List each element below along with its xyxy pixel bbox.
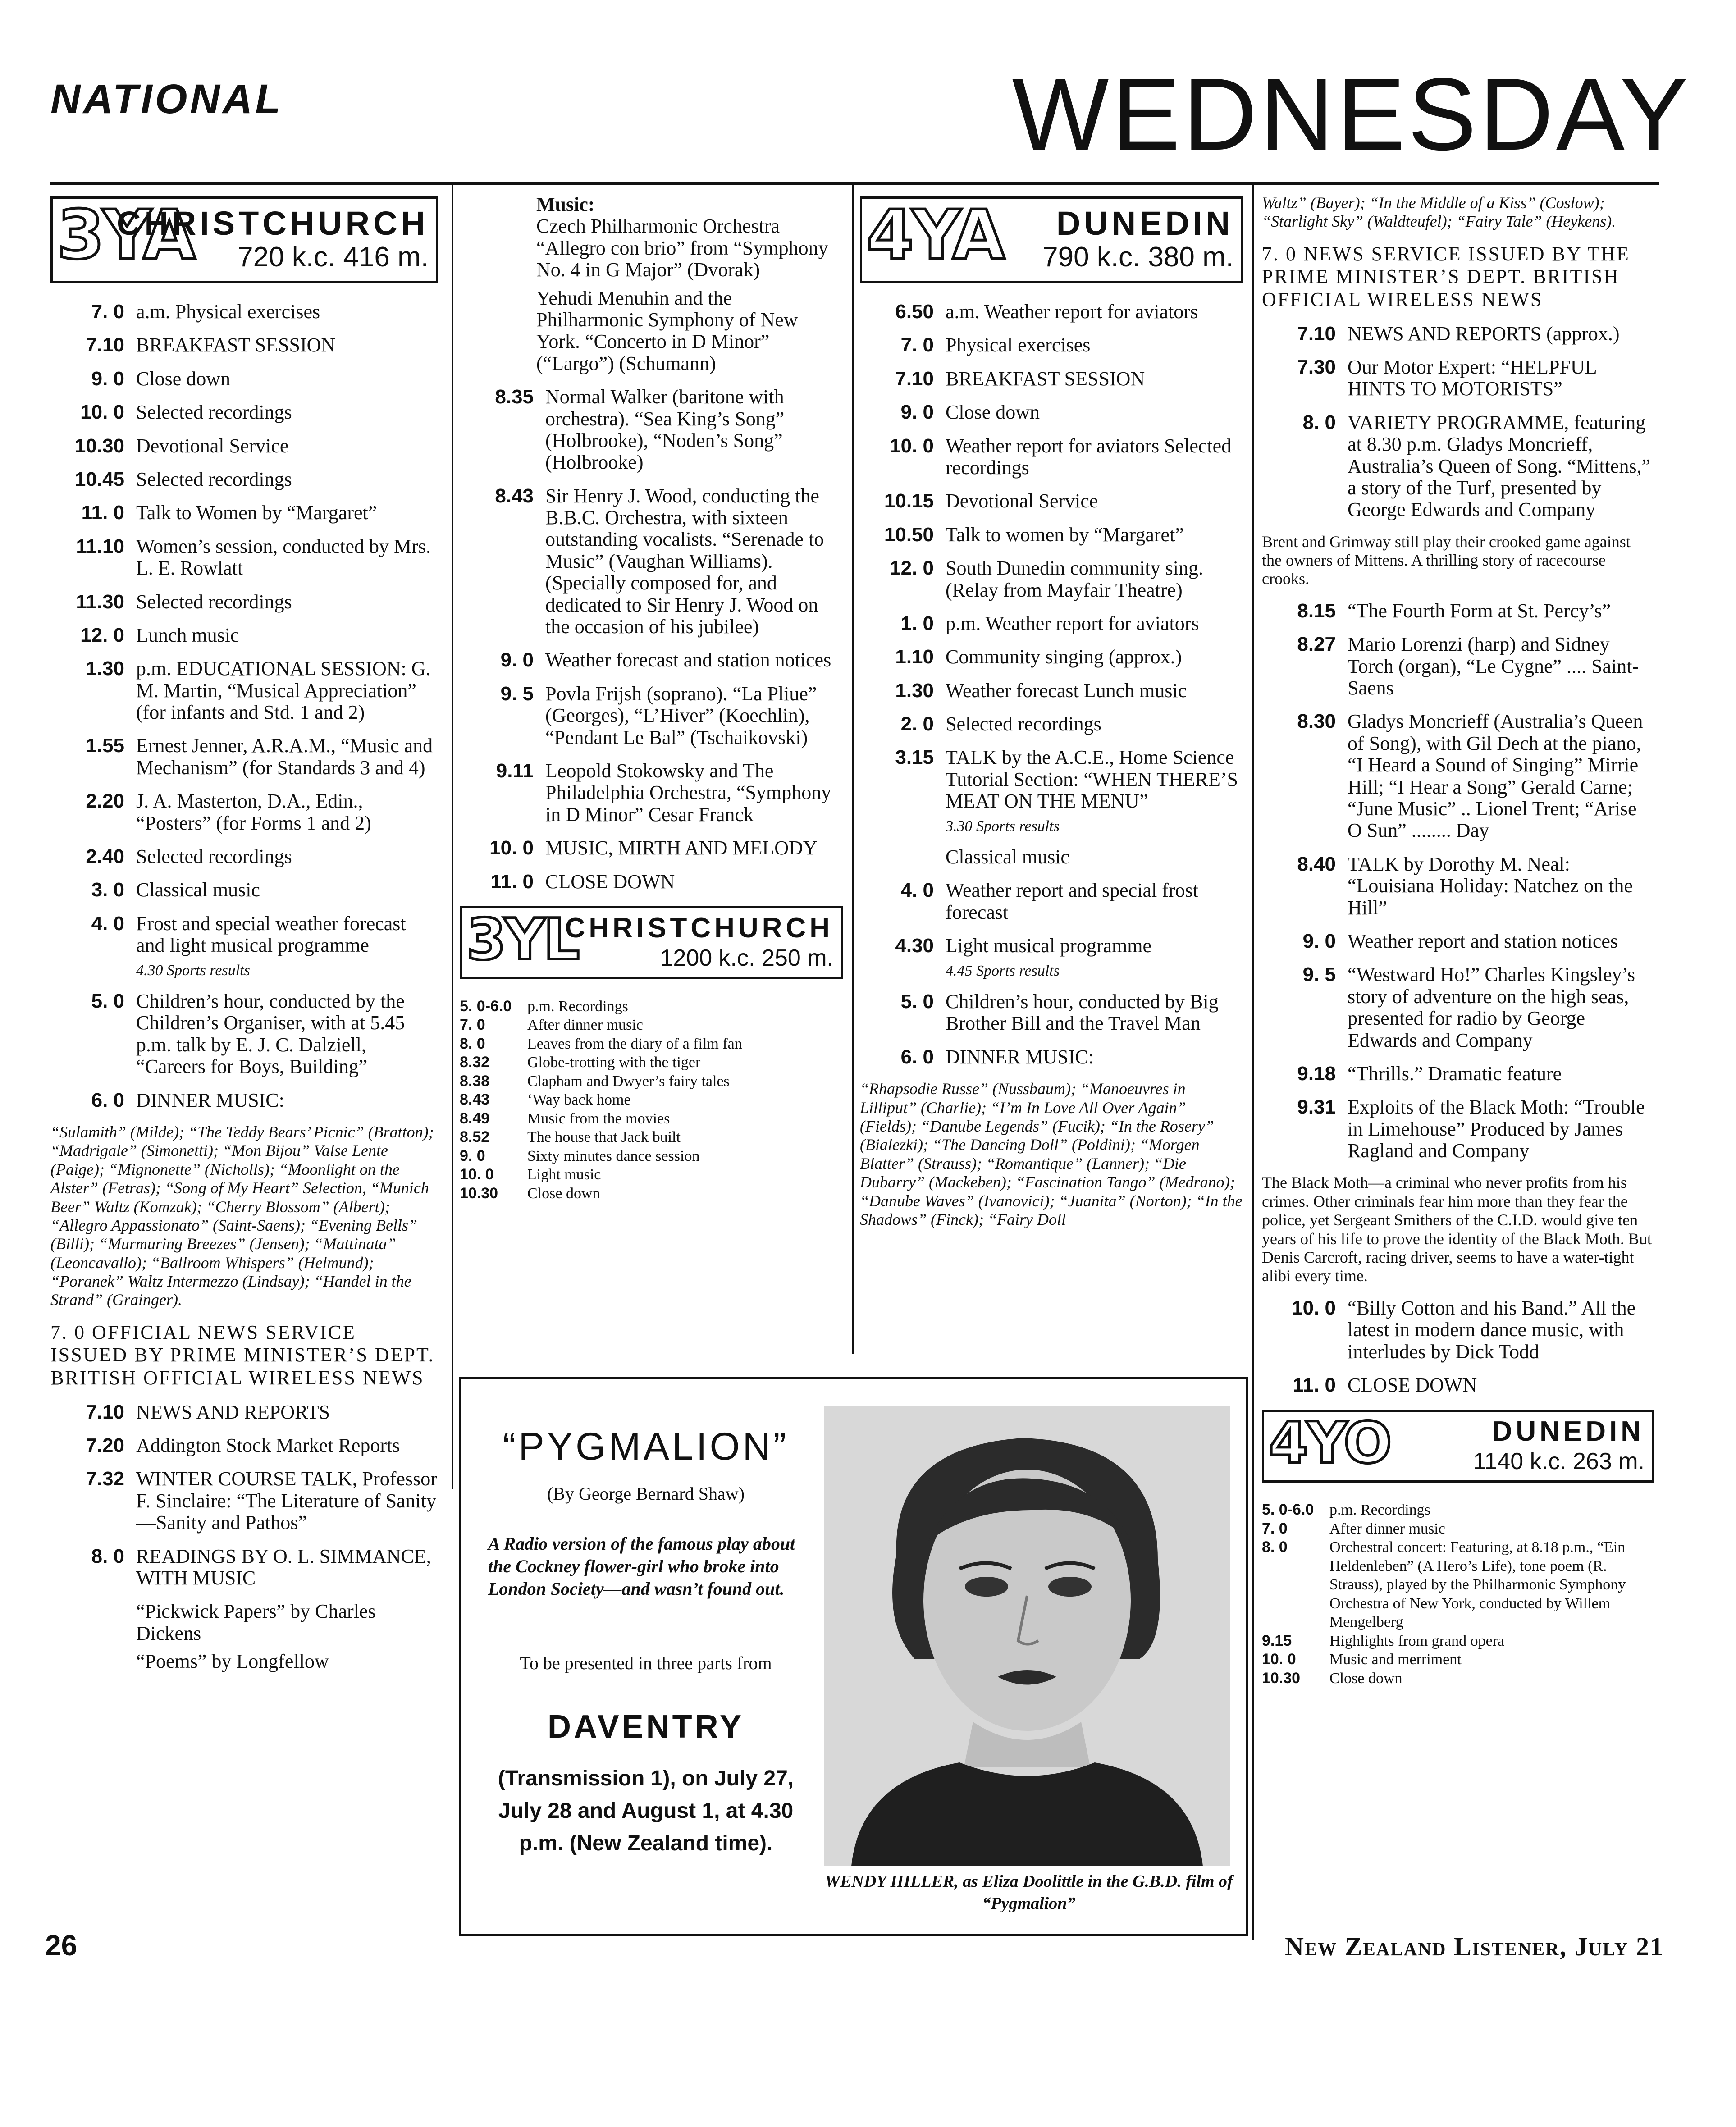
program-time: 9.11 bbox=[496, 759, 534, 782]
program-time: 9. 0 bbox=[1302, 930, 1336, 952]
program-row bbox=[50, 301, 438, 323]
program-row bbox=[50, 334, 438, 356]
program-row bbox=[50, 1435, 438, 1456]
program-row bbox=[460, 683, 843, 749]
program-title: Gladys Moncrieff (Australia’s Queen of Song), with Gil Dech at the piano, “I Heard a Sound of Singing” Mirrie Hill; “I Hear a Song” Gerald Carne; “June Music” .. Lionel Trent; “Arise O Sun” ........ Day bbox=[1348, 710, 1643, 842]
program-time: 10.50 bbox=[884, 523, 934, 546]
program-row bbox=[860, 991, 1243, 1035]
program-row bbox=[460, 1184, 843, 1203]
station-city: DUNEDIN bbox=[1492, 1416, 1645, 1447]
feature-transmission: (Transmission 1), on July 27, July 28 and August 1, at 4.30 p.m. (New Zealand time). bbox=[498, 1766, 794, 1855]
station-frequency: 1140 k.c. 263 m. bbox=[1473, 1448, 1645, 1475]
program-time: 5. 0 bbox=[900, 990, 934, 1013]
program-title: Weather report and station notices bbox=[1348, 930, 1618, 952]
program-time: 8.43 bbox=[495, 484, 534, 507]
program-time: 2.40 bbox=[86, 845, 124, 868]
program-title: “Billy Cotton and his Band.” All the latest in modern dance music, with interludes by Dick Todd bbox=[1348, 1296, 1636, 1363]
program-blurb: Brent and Grimway still play their crooked game against the owners of Mittens. A thrilling story of racecourse crooks. bbox=[1262, 532, 1631, 588]
program-time: 2.20 bbox=[86, 790, 124, 812]
program-time: 8.35 bbox=[495, 386, 534, 408]
program-title: Povla Frijsh (soprano). “La Pliue” (Georges), “L’Hiver” (Koechlin), “Pendant Le Bal” (Tschaikovski) bbox=[545, 682, 817, 749]
program-row bbox=[50, 1090, 438, 1111]
program-title: Addington Stock Market Reports bbox=[136, 1434, 400, 1457]
program-row bbox=[50, 502, 438, 524]
program-time: 5. 0-6.0 bbox=[460, 997, 512, 1015]
program-time: 7.32 bbox=[86, 1468, 124, 1490]
program-title: BREAKFAST SESSION bbox=[946, 367, 1145, 390]
program-title: Close down bbox=[527, 1185, 600, 1202]
program-title: Selected recordings bbox=[946, 713, 1101, 735]
program-time: 2. 0 bbox=[900, 713, 934, 735]
program-row bbox=[460, 1109, 843, 1128]
program-row bbox=[860, 713, 1243, 735]
program-time: 11. 0 bbox=[1293, 1374, 1336, 1396]
program-row bbox=[1262, 1374, 1654, 1396]
program-time: 7.10 bbox=[86, 334, 124, 356]
program-title: ‘Way back home bbox=[527, 1091, 631, 1109]
program-title: WINTER COURSE TALK, Professor F. Sinclaire: “The Literature of Sanity—Sanity and Pathos” bbox=[136, 1468, 437, 1534]
program-title: a.m. Physical exercises bbox=[136, 301, 320, 323]
music-item: Yehudi Menuhin and the Philharmonic Symphony of New York. “Concerto in D Minor” (“Largo”) (Schumann) bbox=[536, 287, 798, 374]
program-title: MUSIC, MIRTH AND MELODY bbox=[545, 837, 818, 859]
program-time: 8. 0 bbox=[460, 1035, 485, 1052]
program-time: 7.30 bbox=[1297, 356, 1336, 378]
program-time: 9. 0 bbox=[91, 367, 124, 390]
station-city: CHRISTCHURCH bbox=[116, 205, 429, 242]
program-time: 10.15 bbox=[884, 490, 934, 512]
program-time: 9. 5 bbox=[1302, 963, 1336, 986]
station-box-3yl bbox=[460, 906, 843, 979]
program-title: Music from the movies bbox=[527, 1110, 670, 1127]
program-time: 7.10 bbox=[1297, 322, 1336, 345]
program-row bbox=[460, 1072, 843, 1091]
program-row bbox=[460, 837, 843, 859]
program-title: Light musical programme bbox=[946, 935, 1151, 957]
program-time: 1.30 bbox=[895, 679, 934, 702]
program-title: Highlights from grand opera bbox=[1329, 1632, 1505, 1649]
program-title: “The Fourth Form at St. Percy’s” bbox=[1348, 599, 1611, 622]
program-time: 3. 0 bbox=[91, 879, 124, 901]
program-title: South Dunedin community sing. (Relay from Mayfair Theatre) bbox=[946, 557, 1203, 601]
program-row bbox=[860, 435, 1243, 479]
program-row bbox=[460, 871, 843, 893]
program-time: 8. 0 bbox=[1262, 1538, 1288, 1556]
program-title: Community singing (approx.) bbox=[946, 646, 1182, 668]
program-time: 9. 5 bbox=[500, 682, 534, 705]
reading-item: “Pickwick Papers” by Charles Dickens bbox=[136, 1600, 376, 1644]
program-row bbox=[1262, 1063, 1654, 1085]
program-time: 5. 0-6.0 bbox=[1262, 1501, 1314, 1519]
program-time: 8.27 bbox=[1297, 633, 1336, 656]
program-row bbox=[1262, 854, 1654, 919]
news-service: 7. 0 OFFICIAL NEWS SERVICE ISSUED BY PRIME MINISTER’S DEPT. BRITISH OFFICIAL WIRELESS NEWS bbox=[50, 1321, 435, 1389]
program-row bbox=[1262, 1096, 1654, 1162]
program-time: 1. 0 bbox=[900, 612, 934, 634]
program-title: Globe-trotting with the tiger bbox=[527, 1054, 701, 1071]
program-title: TALK by Dorothy M. Neal: “Louisiana Holiday: Natchez on the Hill” bbox=[1348, 853, 1633, 919]
program-title: After dinner music bbox=[1329, 1520, 1445, 1537]
program-line: Classical music bbox=[946, 846, 1069, 868]
program-title: Physical exercises bbox=[946, 334, 1091, 356]
column-divider bbox=[1252, 182, 1254, 1940]
program-row bbox=[50, 625, 438, 646]
program-row bbox=[460, 1147, 843, 1165]
program-title: Clapham and Dwyer’s fairy tales bbox=[527, 1073, 730, 1090]
program-time: 9. 0 bbox=[500, 649, 534, 671]
program-note: 4.45 Sports results bbox=[946, 962, 1060, 979]
program-row bbox=[460, 997, 843, 1016]
program-time: 8.30 bbox=[1297, 710, 1336, 733]
station-box-4ya bbox=[860, 196, 1243, 283]
program-row bbox=[50, 846, 438, 867]
program-row bbox=[460, 760, 843, 826]
dinner-music-list: Waltz” (Bayer); “In the Middle of a Kiss” (Coslow); “Starlight Sky” (Waldteufel); “Fairy Tale” (Heykens). bbox=[1262, 194, 1616, 231]
station-frequency: 1200 k.c. 250 m. bbox=[660, 945, 833, 971]
program-note: 3.30 Sports results bbox=[946, 817, 1060, 835]
program-row bbox=[460, 649, 843, 671]
program-title: Frost and special weather forecast and light musical programme bbox=[136, 912, 406, 957]
portrait-illustration bbox=[824, 1406, 1230, 1866]
column-divider bbox=[452, 182, 453, 1489]
program-title: Ernest Jenner, A.R.A.M., “Music and Mechanism” (for Standards 3 and 4) bbox=[136, 735, 433, 779]
station-frequency: 790 k.c. 380 m. bbox=[1042, 242, 1233, 273]
readings-list bbox=[136, 1601, 438, 1672]
program-time: 5. 0 bbox=[91, 990, 124, 1012]
program-title: Devotional Service bbox=[136, 434, 289, 457]
station-logo: 4YO bbox=[1269, 1410, 1390, 1476]
program-row bbox=[50, 469, 438, 490]
program-row bbox=[460, 1128, 843, 1146]
program-blurb: The Black Moth—a criminal who never profits from his crimes. Other criminals fear him more than they fear the police, yet Sergeant Smithers of the C.I.D. would give ten years of his life to prove the identity of the Black Moth. But Denis Carcroft, racing driver, seems to have a water-tight alibi every time. bbox=[1262, 1173, 1652, 1285]
program-title: Sir Henry J. Wood, conducting the B.B.C. Orchestra, with sixteen outstanding vocalists. “Serenade to Music” (Vaughan Williams). (Specially composed for, and dedicated to Sir Henry J. Wood on the occasion of his jubilee) bbox=[545, 484, 824, 638]
program-time: 7.10 bbox=[86, 1401, 124, 1423]
program-time: 10. 0 bbox=[890, 434, 934, 457]
program-time: 10. 0 bbox=[1262, 1651, 1296, 1668]
program-row bbox=[50, 990, 438, 1078]
program-title: Talk to Women by “Margaret” bbox=[136, 502, 377, 524]
program-time: 8.43 bbox=[460, 1091, 490, 1109]
feature-byline: (By George Bernard Shaw) bbox=[547, 1483, 745, 1504]
program-time: 12. 0 bbox=[890, 557, 934, 580]
program-row bbox=[860, 646, 1243, 668]
news-service: 7. 0 NEWS SERVICE ISSUED BY THE PRIME MINISTER’S DEPT. BRITISH OFFICIAL WIRELESS NEWS bbox=[1262, 242, 1630, 310]
program-row bbox=[1262, 711, 1654, 841]
program-time: 6.50 bbox=[895, 301, 934, 323]
program-title: The house that Jack built bbox=[527, 1129, 681, 1146]
program-row bbox=[1262, 1501, 1654, 1519]
program-time: 4.30 bbox=[895, 935, 934, 957]
pygmalion-feature bbox=[459, 1377, 1248, 1936]
program-time: 10. 0 bbox=[460, 1166, 494, 1183]
program-time: 4. 0 bbox=[900, 879, 934, 902]
program-time: 12. 0 bbox=[80, 624, 124, 646]
program-title: CLOSE DOWN bbox=[1348, 1374, 1477, 1396]
station-frequency: 720 k.c. 416 m. bbox=[238, 242, 429, 273]
program-row bbox=[460, 386, 843, 474]
program-time: 9.31 bbox=[1297, 1096, 1336, 1118]
music-block bbox=[536, 194, 843, 374]
program-time: 10. 0 bbox=[80, 401, 124, 424]
program-row bbox=[860, 301, 1243, 323]
program-time: 8.49 bbox=[460, 1109, 490, 1127]
program-time: 6. 0 bbox=[900, 1045, 934, 1068]
program-row bbox=[860, 402, 1243, 423]
program-row bbox=[460, 1165, 843, 1184]
program-title: Children’s hour, conducted by Big Brother Bill and the Travel Man bbox=[946, 990, 1219, 1035]
program-row bbox=[50, 1546, 438, 1589]
program-time: 10.30 bbox=[74, 434, 124, 457]
program-time: 7. 0 bbox=[900, 334, 934, 356]
program-time: 9.18 bbox=[1297, 1062, 1336, 1085]
program-row bbox=[50, 658, 438, 723]
column-4ya bbox=[860, 194, 1243, 1241]
program-title: NEWS AND REPORTS bbox=[136, 1401, 330, 1423]
program-title: Music and merriment bbox=[1329, 1651, 1462, 1668]
program-time: 10. 0 bbox=[1292, 1296, 1336, 1319]
program-title: Selected recordings bbox=[136, 845, 292, 868]
program-row bbox=[50, 1401, 438, 1423]
program-title: DINNER MUSIC: bbox=[946, 1045, 1094, 1068]
program-row bbox=[50, 735, 438, 779]
program-title: After dinner music bbox=[527, 1017, 643, 1034]
program-title: “Westward Ho!” Charles Kingsley’s story of adventure on the high seas, presented for radio by George Edwards and Company bbox=[1348, 963, 1635, 1051]
program-time: 8.32 bbox=[460, 1054, 490, 1071]
photo-caption: WENDY HILLER, as Eliza Doolittle in the G.B.D. film of “Pygmalion” bbox=[825, 1872, 1233, 1913]
program-title: Leaves from the diary of a film fan bbox=[527, 1035, 742, 1052]
program-row bbox=[860, 935, 1243, 957]
column-divider bbox=[852, 182, 854, 1354]
program-row bbox=[1262, 1650, 1654, 1669]
program-title: Close down bbox=[1329, 1670, 1403, 1687]
program-title: Weather forecast and station notices bbox=[545, 649, 831, 671]
program-row bbox=[50, 1468, 438, 1534]
station-box-3ya bbox=[50, 196, 438, 283]
day-heading: WEDNESDAY bbox=[1012, 57, 1691, 172]
program-row bbox=[460, 485, 843, 638]
station-city: DUNEDIN bbox=[1056, 205, 1233, 242]
station-logo: 3YL bbox=[466, 906, 578, 972]
program-title: Weather report for aviators Selected recordings bbox=[946, 434, 1232, 479]
program-time: 7. 0 bbox=[1262, 1520, 1288, 1537]
program-time: 9. 0 bbox=[900, 401, 934, 424]
program-title: a.m. Weather report for aviators bbox=[946, 301, 1198, 323]
program-title: Selected recordings bbox=[136, 468, 292, 490]
program-row bbox=[860, 880, 1243, 923]
program-row bbox=[50, 536, 438, 580]
program-title: Selected recordings bbox=[136, 401, 292, 424]
program-title: Our Motor Expert: “HELPFUL HINTS TO MOTORISTS” bbox=[1348, 356, 1596, 400]
program-time: 8.40 bbox=[1297, 853, 1336, 875]
program-title: DINNER MUSIC: bbox=[136, 1089, 284, 1111]
music-heading: Music: bbox=[536, 193, 595, 215]
program-time: 8. 0 bbox=[1302, 411, 1336, 434]
program-row bbox=[50, 879, 438, 901]
program-title: Classical music bbox=[136, 879, 260, 901]
column-3ya-cont bbox=[460, 194, 843, 1203]
column-4ya-cont bbox=[1262, 194, 1654, 1688]
program-time: 9. 0 bbox=[460, 1147, 485, 1164]
program-row bbox=[50, 913, 438, 957]
program-title: Devotional Service bbox=[946, 490, 1098, 512]
music-item: Czech Philharmonic Orchestra “Allegro con brio” from “Symphony No. 4 in G Major” (Dvorak) bbox=[536, 215, 828, 281]
program-title: BREAKFAST SESSION bbox=[136, 334, 336, 356]
program-time: 1.30 bbox=[86, 657, 124, 680]
program-row bbox=[860, 613, 1243, 634]
program-time: 8.15 bbox=[1297, 599, 1336, 622]
station-city: CHRISTCHURCH bbox=[565, 912, 833, 944]
program-title: Normal Walker (baritone with orchestra). “Sea King’s Song” (Holbrooke), “Noden’s Song” (Holbrooke) bbox=[545, 386, 785, 474]
program-time: 7.10 bbox=[895, 367, 934, 390]
station-logo: 4YA bbox=[867, 196, 1003, 274]
page-number: 26 bbox=[45, 1929, 78, 1962]
program-time: 3.15 bbox=[895, 746, 934, 769]
wendy-hiller-photo bbox=[824, 1406, 1230, 1866]
program-row bbox=[860, 747, 1243, 812]
program-row bbox=[860, 557, 1243, 601]
program-row bbox=[460, 1053, 843, 1072]
program-time: 7. 0 bbox=[91, 301, 124, 323]
program-title: Lunch music bbox=[136, 624, 239, 646]
program-title: Light music bbox=[527, 1166, 601, 1183]
program-title: Children’s hour, conducted by the Children’s Organiser, with at 5.45 p.m. talk by E. J. C. Dalziell, “Careers for Boys, Building” bbox=[136, 990, 405, 1078]
program-row bbox=[860, 334, 1243, 356]
feature-station: DAVENTRY bbox=[547, 1709, 745, 1745]
feature-title: “PYGMALION” bbox=[503, 1425, 789, 1468]
dinner-music-list: “Sulamith” (Milde); “The Teddy Bears’ Picnic” (Bratton); “Madrigale” (Simonetti); “Mon Bijou” Valse Lente (Paige); “Mignonette” (Nicholls); “Moonlight on the Alster” (Fetras); “Song of My Heart” Selection, “Munich Beer” Waltz (Komzak); “Cherry Blossom” (Albert); “Allegro Appassionato” (Saint-Saens); “Evening Bells” (Billi); “Murmuring Breezes” (Jensen); “Mattinata” (Leoncavallo); “Ballroom Whispers” (Helmund); “Poranek” Waltz Intermezzo (Lindsay); “Handel in the Strand” (Grainger). bbox=[50, 1123, 434, 1309]
program-note: 4.30 Sports results bbox=[136, 962, 250, 979]
program-time: 11.10 bbox=[76, 535, 124, 557]
program-title: Close down bbox=[946, 401, 1040, 424]
feature-description: A Radio version of the famous play about the Cockney flower-girl who broke into London Society—and wasn’t found out. bbox=[488, 1534, 795, 1599]
program-time: 6. 0 bbox=[91, 1089, 124, 1111]
program-title: READINGS BY O. L. SIMMANCE, WITH MUSIC bbox=[136, 1545, 431, 1589]
program-time: 10.30 bbox=[460, 1184, 498, 1202]
program-row bbox=[860, 368, 1243, 390]
program-time: 1.55 bbox=[86, 735, 124, 757]
program-time: 9.15 bbox=[1262, 1632, 1292, 1649]
feature-presented: To be presented in three parts from bbox=[520, 1653, 772, 1673]
program-row bbox=[1262, 356, 1654, 400]
dinner-music-list: “Rhapsodie Russe” (Nussbaum); “Manoeuvres in Lilliput” (Charlie); “I’m In Love All Over Again” (Fields); “Danube Legends” (Fucik); “In the Rosery” (Bialezki); “The Dancing Doll” (Poldini); “Morgen Blatter” (Strauss); “Romantique” (Lanner); “Die Dubarry” (Mackeben); “Fascination Tango” (Medrano); “Danube Waves” (Ivanovici); “Juanita” (Norton); “In the Shadows” (Finck); “Fairy Doll bbox=[860, 1080, 1243, 1228]
program-title: J. A. Masterton, D.A., Edin., “Posters” (for Forms 1 and 2) bbox=[136, 790, 371, 834]
program-title: Weather report and special frost forecast bbox=[946, 879, 1198, 923]
program-row bbox=[50, 435, 438, 457]
program-title: VARIETY PROGRAMME, featuring at 8.30 p.m. Gladys Moncrieff, Australia’s Queen of Song. “Mittens,” a story of the Turf, presented by George Edwards and Company bbox=[1348, 411, 1651, 521]
reading-item: “Poems” by Longfellow bbox=[136, 1650, 329, 1673]
program-row bbox=[1262, 1297, 1654, 1363]
publication-footer: New Zealand Listener, July 21 bbox=[1284, 1932, 1664, 1961]
program-title: Mario Lorenzi (harp) and Sidney Torch (organ), “Le Cygne” .... Saint-Saens bbox=[1348, 633, 1639, 699]
program-row bbox=[1262, 1632, 1654, 1650]
column-3ya bbox=[50, 194, 438, 1673]
program-row bbox=[50, 368, 438, 390]
program-title: p.m. EDUCATIONAL SESSION: G. M. Martin, “Musical Appreciation” (for infants and Std. 1 and 2) bbox=[136, 657, 431, 724]
program-time: 11. 0 bbox=[490, 870, 534, 893]
program-title: Women’s session, conducted by Mrs. L. E. Rowlatt bbox=[136, 535, 431, 580]
program-time: 11. 0 bbox=[81, 502, 124, 524]
program-row bbox=[460, 1091, 843, 1109]
program-row bbox=[860, 524, 1243, 546]
program-row bbox=[50, 402, 438, 423]
program-title: Weather forecast Lunch music bbox=[946, 679, 1187, 702]
program-time: 8. 0 bbox=[91, 1545, 124, 1567]
program-title: Leopold Stokowsky and The Philadelphia Orchestra, “Symphony in D Minor” Cesar Franck bbox=[545, 759, 831, 826]
program-row bbox=[860, 490, 1243, 512]
program-row bbox=[1262, 1669, 1654, 1688]
program-time: 7. 0 bbox=[460, 1016, 485, 1034]
station-logo: 3YA bbox=[57, 196, 194, 274]
station-box-4yo bbox=[1262, 1410, 1654, 1483]
program-row bbox=[50, 591, 438, 613]
program-row bbox=[1262, 412, 1654, 521]
program-time: 10.45 bbox=[74, 468, 124, 490]
section-label: NATIONAL bbox=[50, 76, 283, 122]
program-title: Sixty minutes dance session bbox=[527, 1147, 700, 1164]
program-title: Orchestral concert: Featuring, at 8.18 p.m., “Ein Heldenleben” (A Hero’s Life), tone poem (R. Strauss), played by the Philharmonic Symphony Orchestra of New York, conducted by Willem Mengelberg bbox=[1329, 1539, 1626, 1631]
program-row bbox=[1262, 634, 1654, 699]
program-row bbox=[1262, 931, 1654, 952]
program-time: 10. 0 bbox=[489, 837, 534, 859]
program-time: 10.30 bbox=[1262, 1669, 1301, 1687]
program-time: 1.10 bbox=[895, 646, 934, 668]
program-time: 8.52 bbox=[460, 1128, 490, 1146]
program-title: Selected recordings bbox=[136, 590, 292, 613]
program-title: Close down bbox=[136, 367, 230, 390]
program-row bbox=[460, 1035, 843, 1053]
program-row bbox=[860, 680, 1243, 702]
program-row bbox=[460, 1016, 843, 1034]
program-time: 4. 0 bbox=[91, 912, 124, 935]
program-title: TALK by the A.C.E., Home Science Tutorial Section: “WHEN THERE’S MEAT ON THE MENU” bbox=[946, 746, 1238, 812]
program-row bbox=[1262, 1520, 1654, 1538]
program-title: p.m. Recordings bbox=[1329, 1502, 1430, 1519]
program-title: CLOSE DOWN bbox=[545, 870, 675, 893]
program-title: “Thrills.” Dramatic feature bbox=[1348, 1062, 1562, 1085]
top-rule bbox=[50, 182, 1659, 185]
program-time: 7.20 bbox=[86, 1434, 124, 1457]
program-row bbox=[860, 1046, 1243, 1068]
program-row bbox=[50, 790, 438, 834]
program-title: p.m. Recordings bbox=[527, 998, 628, 1015]
program-row bbox=[1262, 600, 1654, 622]
program-title: p.m. Weather report for aviators bbox=[946, 612, 1199, 634]
program-row bbox=[1262, 323, 1654, 345]
program-title: Exploits of the Black Moth: “Trouble in Limehouse” Produced by James Ragland and Company bbox=[1348, 1096, 1645, 1162]
program-row bbox=[1262, 964, 1654, 1051]
program-time: 8.38 bbox=[460, 1072, 490, 1090]
program-title: Talk to women by “Margaret” bbox=[946, 523, 1184, 546]
program-row bbox=[1262, 1538, 1654, 1631]
program-time: 11.30 bbox=[76, 590, 124, 613]
program-title: NEWS AND REPORTS (approx.) bbox=[1348, 322, 1620, 345]
